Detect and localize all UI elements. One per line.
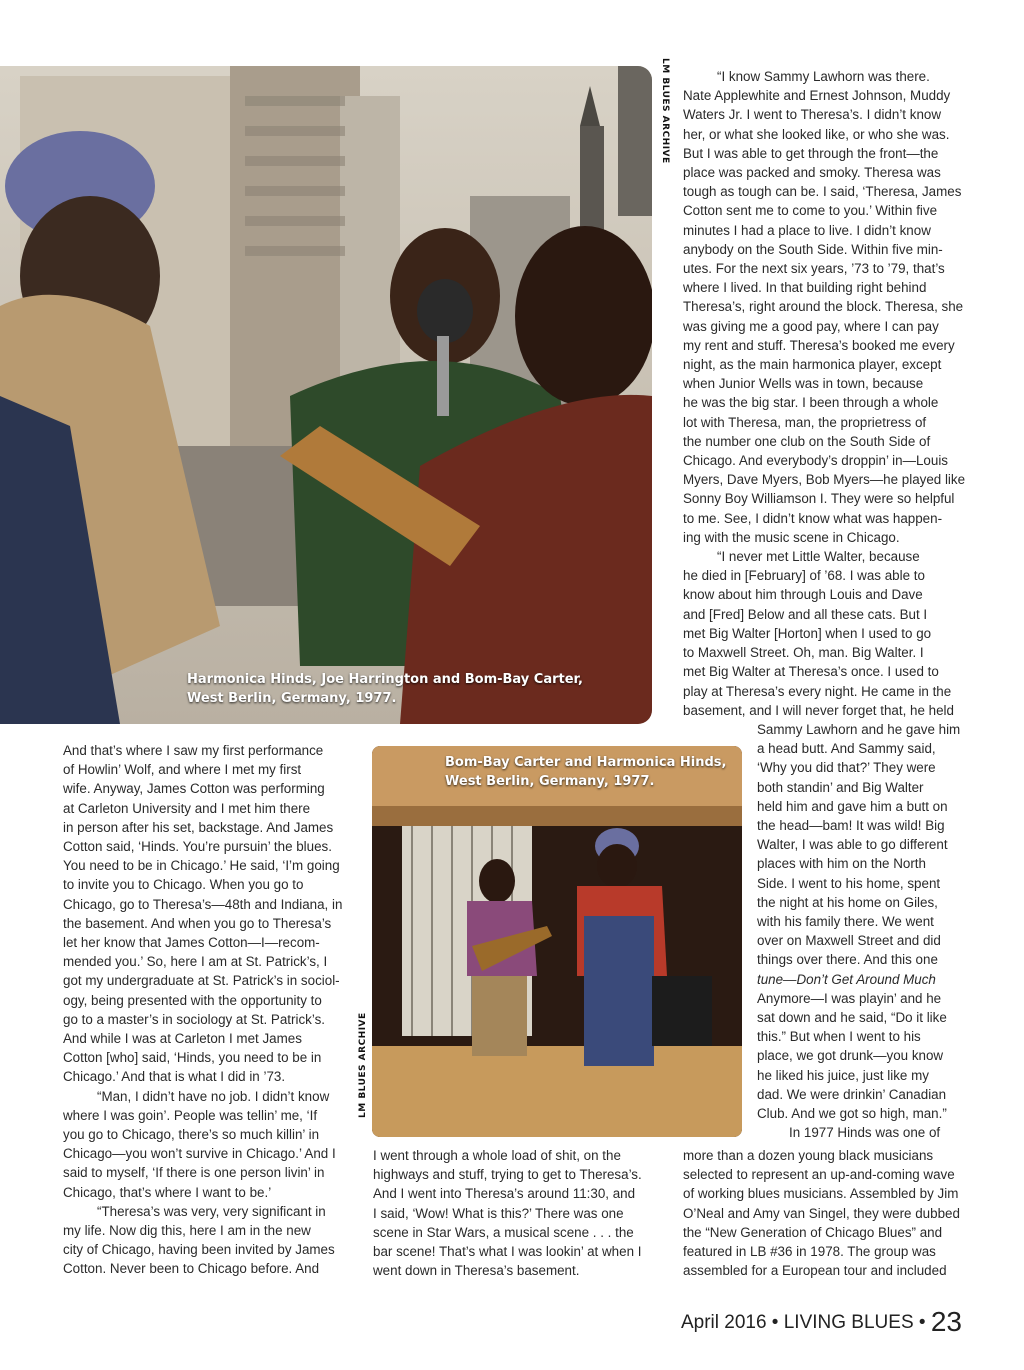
text-line: he was the big star. I been through a whole (683, 395, 939, 411)
text-line: over on Maxwell Street and did (757, 933, 941, 949)
text-line: “I know Sammy Lawhorn was there. (717, 69, 930, 84)
text-line: when Junior Wells was in town, because (683, 376, 924, 392)
page-number: 23 (930, 1306, 962, 1337)
text-line: “Man, I didn’t have no job. I didn’t know (97, 1088, 330, 1104)
text-line: Theresa’s, right around the block. Theresa, she (683, 299, 964, 315)
text-line: Cotton said, ‘Hinds. You’re pursuin’ the blues. (63, 839, 332, 855)
text-line: my rent and stuff. Theresa’s booked me every (683, 337, 955, 353)
top-photo (0, 66, 652, 724)
text-line: went down in Theresa’s basement. (373, 1263, 580, 1279)
article-left-column (63, 741, 348, 1279)
text-line: I went through a whole load of shit, on the (373, 1148, 621, 1163)
text-line: places with him on the North (757, 856, 926, 872)
text-line: Club. And we got so high, man.” (757, 1106, 947, 1122)
text-line: night, as the main harmonica player, except (683, 357, 942, 373)
text-line: And while I was at Carleton I met James (63, 1031, 302, 1047)
text-line: ing with the music scene in Chicago. (683, 529, 900, 545)
text-line: both standin’ and Big Walter (757, 779, 924, 795)
text-line: You need to be in Chicago.’ He said, ‘I’m going (63, 858, 340, 874)
text-line: the night at his home on Giles, (757, 894, 938, 910)
text-line: ogy, being presented with the opportunity to (63, 992, 322, 1008)
text-line: dad. We were drinkin’ Canadian (757, 1086, 947, 1102)
text-line: got my undergraduate at St. Patrick’s in sociol- (63, 973, 340, 989)
text-line: play at Theresa’s every night. He came in the (683, 683, 952, 699)
text-line: place, we got drunk—you know (757, 1048, 944, 1064)
text-line: tune—Don’t Get Around Much (757, 971, 936, 987)
text-line: tough as tough can be. I said, ‘Theresa, James (683, 184, 962, 200)
text-line: the head—bam! It was wild! Big (757, 818, 945, 834)
text-line: this.” But when I went to his (757, 1029, 921, 1045)
text-line: Myers, Dave Myers, Bob Myers—he played like (683, 472, 966, 488)
text-line: lot with Theresa, man, the proprietress of (683, 414, 927, 430)
text-line: But I was able to get through the front—the (683, 145, 939, 161)
text-line: of working blues musicians. Assembled by Jim (683, 1186, 959, 1202)
text-line: bar scene! That’s what I was lookin’ at when I (373, 1244, 642, 1260)
top-photo-caption (187, 670, 583, 708)
text-line: the basement. And when you go to Theresa’s (63, 915, 332, 931)
caption-line: West Berlin, Germany, 1977. (445, 774, 655, 789)
text-line: where I lived. In that building right behind (683, 280, 927, 296)
issue-label: April 2016 • LIVING BLUES • (680, 1312, 926, 1333)
text-line: featured in LB #36 in 1978. The group was (683, 1244, 936, 1260)
text-line: things over there. And this one (757, 952, 938, 968)
text-line: “Theresa’s was very, very significant in (97, 1203, 326, 1219)
text-line: was giving me a good pay, where I can pay (683, 318, 939, 334)
text-line: Side. I went to his home, spent (757, 875, 941, 891)
text-line: Cotton sent me to come to you.’ Within five (683, 203, 938, 219)
text-line: and [Fred] Below and all these cats. But I (683, 606, 928, 622)
text-line: Sonny Boy Williamson I. They were so helpful (683, 491, 955, 507)
text-line: O’Neal and Amy van Singel, they were dubbed (683, 1205, 960, 1221)
text-line: Cotton [who] said, ‘Hinds, you need to be in (63, 1050, 322, 1066)
text-line: ‘Why you did that?’ They were (757, 760, 936, 776)
text-line: And that’s where I saw my first performance (63, 743, 324, 758)
text-line: selected to represent an up-and-coming wave (683, 1167, 955, 1183)
article-right-column-narrow (757, 720, 972, 1142)
text-line: at Carleton University and I met him there (63, 800, 311, 816)
text-line: city of Chicago, having been invited by James (63, 1242, 335, 1258)
text-line: my life. Now dig this, here I am in the new (63, 1223, 311, 1239)
text-line: place was packed and smoky. Theresa was (683, 165, 941, 181)
text-line: know about him through Louis and Dave (683, 587, 923, 603)
text-line: go to a master’s in sociology at St. Patrick’s. (63, 1011, 325, 1027)
photo-credit-top: LM BLUES ARCHIVE (660, 58, 670, 164)
text-line: scene in Star Wars, a musical scene . . . the (373, 1224, 634, 1240)
bottom-photo (372, 746, 742, 1137)
text-line: wife. Anyway, James Cotton was performing (63, 781, 325, 797)
caption-line: West Berlin, Germany, 1977. (187, 691, 397, 706)
article-right-column-bottom (683, 1146, 973, 1280)
text-line: the “New Generation of Chicago Blues” and (683, 1224, 943, 1240)
text-line: more than a dozen young black musicians (683, 1148, 934, 1163)
text-line: met Big Walter [Horton] when I used to go (683, 625, 932, 641)
article-middle-column (373, 1146, 673, 1280)
text-line: Chicago.’ And that is what I did in ’73. (63, 1069, 286, 1085)
caption-line: Harmonica Hinds, Joe Harrington and Bom-Bay Carter, (187, 672, 583, 687)
text-line: Chicago. And everybody’s droppin’ in—Louis (683, 453, 949, 469)
page-footer (681, 1306, 962, 1338)
article-right-column (683, 67, 973, 720)
text-line: “I never met Little Walter, because (717, 549, 920, 565)
text-line: Chicago—you won’t survive in Chicago.’ And I (63, 1146, 336, 1162)
text-line: Chicago, that’s where I want to be.’ (63, 1184, 272, 1200)
text-line: to me. See, I didn’t know what was happen- (683, 510, 943, 526)
text-line: said to myself, ‘If there is one person livin’ in (63, 1165, 325, 1181)
text-line: Nate Applewhite and Ernest Johnson, Muddy (683, 88, 951, 104)
bottom-photo-caption (445, 753, 726, 791)
text-line: I said, ‘Wow! What is this?’ There was one (373, 1205, 624, 1221)
text-line: her, or what she looked like, or who she was. (683, 126, 950, 142)
text-line: you go to Chicago, there’s so much killin’ in (63, 1127, 320, 1143)
text-line: Chicago, go to Theresa’s—48th and Indiana, in (63, 896, 343, 912)
text-line: with his family there. We went (757, 914, 934, 930)
text-line: he liked his juice, just like my (757, 1067, 929, 1083)
text-line: met Big Walter at Theresa’s once. I used to (683, 664, 939, 680)
text-line: to Maxwell Street. Oh, man. Big Walter. I (683, 645, 924, 661)
text-line: Sammy Lawhorn and he gave him (757, 722, 961, 737)
text-line: assembled for a European tour and included (683, 1263, 947, 1279)
text-line: to invite you to Chicago. When you go to (63, 877, 304, 893)
text-line: he died in [February] of ’68. I was able to (683, 568, 925, 584)
caption-line: Bom-Bay Carter and Harmonica Hinds, (445, 755, 727, 770)
photo-credit-bottom: LM BLUES ARCHIVE (358, 1012, 368, 1118)
text-line: held him and gave him a butt on (757, 798, 948, 814)
text-line: where I was goin’. People was tellin’ me, ‘If (63, 1107, 318, 1123)
text-line: the number one club on the South Side of (683, 433, 931, 449)
text-line: Anymore—I was playin’ and he (757, 990, 942, 1006)
text-line: Waters Jr. I went to Theresa’s. I didn’t know (683, 107, 942, 123)
text-line: utes. For the next six years, ’73 to ’79, that’s (683, 261, 945, 277)
text-line: let her know that James Cotton—I—recom- (63, 935, 320, 951)
text-line: highways and stuff, trying to get to Theresa’s. (373, 1167, 642, 1183)
text-line: basement, and I will never forget that, he held (683, 702, 954, 718)
text-line: Walter, I was able to go different (757, 837, 948, 853)
text-line: in person after his set, backstage. And James (63, 819, 334, 835)
text-line: sat down and he said, “Do it like (757, 1010, 947, 1026)
text-line: minutes I had a place to live. I didn’t know (683, 222, 931, 238)
text-line: And I went into Theresa’s around 11:30, and (373, 1186, 636, 1202)
text-line: Cotton. Never been to Chicago before. And (63, 1261, 320, 1277)
text-line: In 1977 Hinds was one of (789, 1125, 941, 1141)
text-line: anybody on the South Side. Within five min- (683, 241, 943, 257)
text-line: mended you.’ So, here I am at St. Patrick’s, I (63, 954, 328, 970)
text-line: of Howlin’ Wolf, and where I met my first (63, 762, 302, 778)
text-line: a head butt. And Sammy said, (757, 741, 936, 757)
